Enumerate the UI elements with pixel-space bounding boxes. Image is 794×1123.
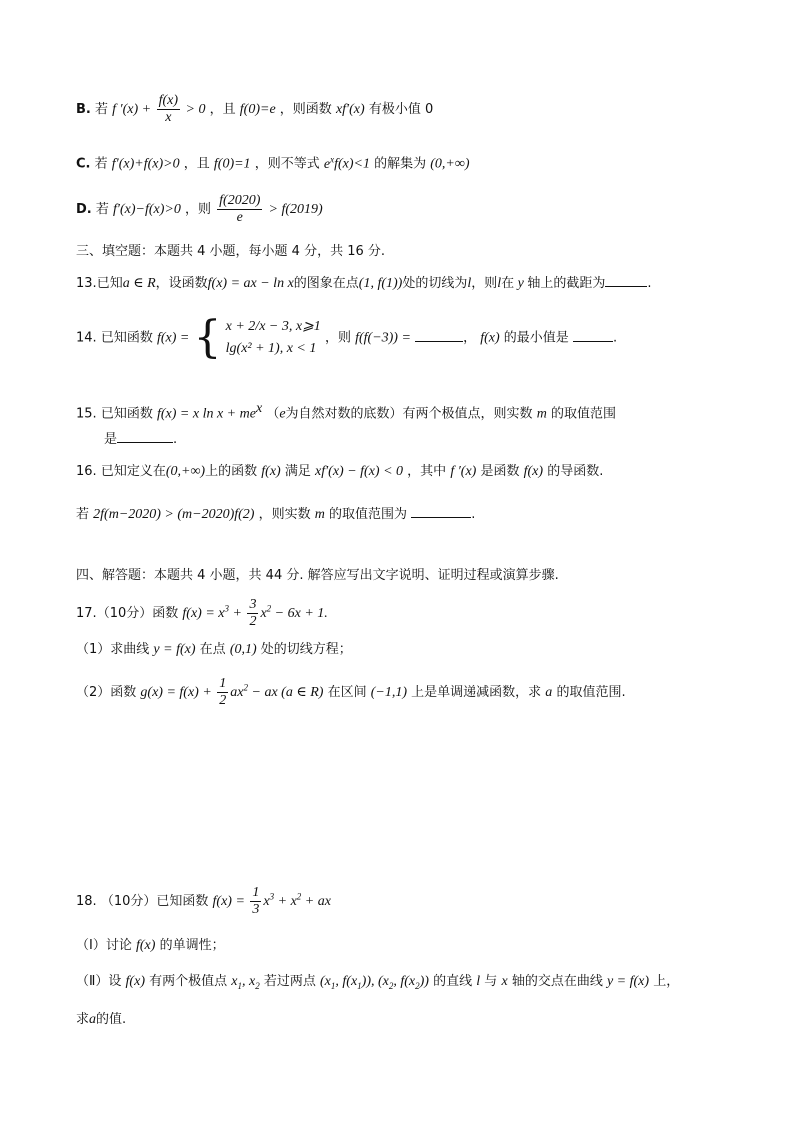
question-18 [76, 885, 331, 918]
math-expr: f(0)=1 [213, 156, 251, 172]
text: 若 [94, 156, 108, 172]
text: 若 [95, 102, 109, 117]
text: . [471, 507, 476, 522]
math-expr: f(x) [523, 464, 544, 479]
math-expr: f(x) [135, 938, 156, 953]
text: . [173, 432, 178, 447]
section-4-heading: 四、解答题：本题共 4 小题，共 44 分. 解答应写出文字说明、证明过程或演算步骤. [76, 568, 559, 583]
score: （10分） [100, 894, 157, 909]
text: （Ⅱ）设 [76, 974, 122, 989]
question-14 [76, 312, 618, 363]
text: 轴上的截距为 [527, 276, 606, 291]
text: （Ⅰ）讨论 [76, 938, 132, 953]
math-expr: l [497, 276, 502, 291]
text: ，则函数 [279, 102, 332, 117]
piecewise-cases [226, 316, 321, 360]
math-expr: f(x) [125, 974, 145, 989]
option-label: C. [76, 156, 91, 172]
text: 在 [501, 276, 515, 291]
question-15: 15. 已知函数 f(x) = x $\ln x + me^x$ （e为自然对数的底数）有两个极值点，则实数 m 的取值范围 [76, 401, 616, 422]
math-expr: x [501, 974, 508, 989]
text: 上的函数 [205, 464, 258, 479]
text: 的导函数. [547, 464, 604, 479]
question-number: 15. [76, 406, 97, 422]
text: 上是单调递减函数，求 [411, 685, 542, 700]
math-expr: f ′(x) + [112, 102, 155, 117]
math-expr: $e^x$ [323, 154, 335, 172]
section-3-heading: 三、填空题：本题共 4 小题，每小题 4 分，共 16 分. [76, 244, 386, 259]
q12-option-d [76, 193, 323, 226]
math-expr: $x^3 + x^2$ + ax [263, 891, 331, 909]
case-2: lg(x² + 1), x < 1 [225, 341, 317, 356]
text: ，且 [209, 102, 236, 117]
text: 轴的交点在曲线 [511, 974, 603, 989]
text: 是 [104, 432, 118, 447]
text: ，其中 [407, 464, 447, 479]
answer-blank[interactable] [573, 329, 613, 342]
text: . [647, 276, 652, 291]
text: ，则 [184, 202, 211, 217]
score: （10分） [96, 606, 153, 621]
text: ，则 [324, 330, 351, 346]
math-expr: f(x) [261, 464, 281, 479]
text: 的图象在点 [293, 276, 359, 291]
math-expr: a ∈ R [122, 276, 156, 291]
math-expr: f(x) = ax − ln x [207, 276, 294, 291]
math-expr: f(x) = x ln x + me [156, 406, 256, 422]
math-expr: y = f(x) [153, 642, 196, 657]
question-17-part-2 [76, 676, 626, 709]
text: 已知 [96, 276, 123, 291]
math-expr: f ′(x) [450, 464, 477, 479]
math-expr: $f(x) = x^3$ + [182, 603, 246, 621]
question-16-cont [76, 505, 475, 524]
text: 有极小值 0 [368, 102, 434, 117]
text: 的取值范围. [556, 685, 626, 700]
question-15-cont [104, 430, 177, 449]
math-expr: (0,+∞) [430, 156, 470, 172]
text: ，则不等式 [254, 156, 320, 172]
q12-option-b [76, 93, 433, 126]
text: 的取值范围 [550, 406, 616, 422]
fraction: $\frac{f(x)}{x}$ [158, 93, 179, 125]
text: 函数 [152, 606, 179, 621]
text: 已知函数 [100, 406, 153, 422]
option-label: D. [76, 202, 92, 217]
math-expr: f′(x)−f(x)>0 [113, 202, 181, 217]
question-number: 13. [76, 276, 97, 291]
math-expr: l [476, 974, 481, 989]
text: ，设函数 [155, 276, 208, 291]
math-expr: f(x) = [156, 330, 190, 346]
math-expr: $x_1$, $x_2$ [231, 974, 260, 991]
math-expr: f′(x)+f(x)>0 [111, 156, 180, 172]
math-expr: $ax^2$ − ax (a ∈ R) [230, 682, 324, 700]
math-expr: $x^2 - 6x + 1$. [260, 603, 328, 621]
fraction: $\frac{f(2020)}{e}$ [219, 193, 261, 225]
text: 已知定义在 [100, 464, 166, 479]
math-expr: m [536, 406, 547, 422]
text: 为自然对数的底数）有两个极值点，则实数 [285, 406, 533, 422]
question-16 [76, 463, 603, 481]
q12-option-c [76, 150, 470, 174]
math-expr: (−1,1) [370, 685, 407, 700]
text: 处的切线为 [402, 276, 468, 291]
text: 若过两点 [263, 974, 316, 989]
text: 若 [95, 202, 109, 217]
text: ，则实数 [258, 507, 311, 522]
answer-blank[interactable] [411, 505, 471, 518]
text: 处的切线方程； [260, 642, 352, 657]
math-expr: g(x) = f(x) + [140, 685, 216, 700]
math-expr: f(f(−3)) = [355, 330, 411, 346]
math-expr: (0,1) [229, 642, 257, 657]
answer-blank[interactable] [117, 430, 173, 443]
fraction: $\frac{3}{2}$ [249, 597, 257, 629]
text: 在区间 [327, 685, 367, 700]
math-expr: e [279, 406, 286, 422]
option-label: B. [76, 102, 91, 117]
text: 满足 [284, 464, 311, 479]
case-1: x + 2/x − 3, x⩾1 [225, 319, 321, 334]
text: 是函数 [480, 464, 520, 479]
text: 在点 [199, 642, 226, 657]
question-number: 16. [76, 464, 97, 479]
math-expr: f(x)<1 [334, 156, 370, 172]
math-expr: > 0 [182, 102, 206, 117]
text: 的单调性； [159, 938, 225, 953]
math-expr: (0,+∞) [165, 464, 206, 479]
fraction: $\frac{1}{3}$ [252, 885, 260, 917]
answer-blank[interactable] [605, 274, 647, 287]
question-number: 18. [76, 894, 97, 909]
math-expr: a [545, 685, 553, 700]
text: 求 [76, 1012, 90, 1027]
text: 已知函数 [100, 330, 153, 346]
brace-symbol: { [193, 312, 222, 363]
math-expr: f(0)=e [239, 102, 276, 117]
text: 上， [653, 974, 680, 989]
math-expr: f(x) [480, 330, 500, 346]
math-expr: y [514, 276, 528, 291]
math-expr: xf′(x) [335, 102, 365, 117]
text: 与 [484, 974, 498, 989]
text: 若 [76, 507, 90, 522]
math-expr: f(x) = [212, 894, 249, 909]
math-expr: (1, f(1)) [358, 276, 403, 291]
math-expr: ($x_1$, $f(x_1)$), ($x_2$, $f(x_2)$) [320, 974, 429, 991]
question-17-part-1 [76, 641, 352, 659]
question-17 [76, 597, 328, 630]
text: ，且 [183, 156, 210, 172]
question-number: 17. [76, 606, 97, 621]
question-18-part-2-cont [76, 1011, 126, 1029]
math-expr: m [314, 507, 325, 522]
text: 已知函数 [156, 894, 209, 909]
text: 的直线 [433, 974, 473, 989]
math-expr: 2f(m−2020) > (m−2020)f(2) [93, 507, 255, 522]
text: . [612, 330, 618, 346]
text: （ [266, 406, 280, 422]
question-18-part-1 [76, 937, 225, 955]
text: （1）求曲线 [76, 642, 150, 657]
math-expr: a [89, 1012, 97, 1027]
math-expr: > f(2019) [268, 202, 323, 217]
text: 的值. [96, 1012, 127, 1027]
question-13 [76, 274, 652, 293]
text: ，则 [471, 276, 498, 291]
text: 的取值范围为 [329, 507, 408, 522]
answer-blank[interactable] [415, 329, 463, 342]
question-18-part-2 [76, 973, 679, 995]
math-expr: xf′(x) − f(x) < 0 [315, 464, 404, 479]
text: 的解集为 [374, 156, 427, 172]
math-expr: y = f(x) [606, 974, 650, 989]
question-number: 14. [76, 330, 97, 346]
text: 的最小值是 [503, 330, 569, 346]
text: 有两个极值点 [149, 974, 228, 989]
text: ， [463, 330, 477, 346]
fraction: $\frac{1}{2}$ [219, 676, 227, 708]
math-expr: l [467, 276, 472, 291]
text: （2）函数 [76, 685, 137, 700]
